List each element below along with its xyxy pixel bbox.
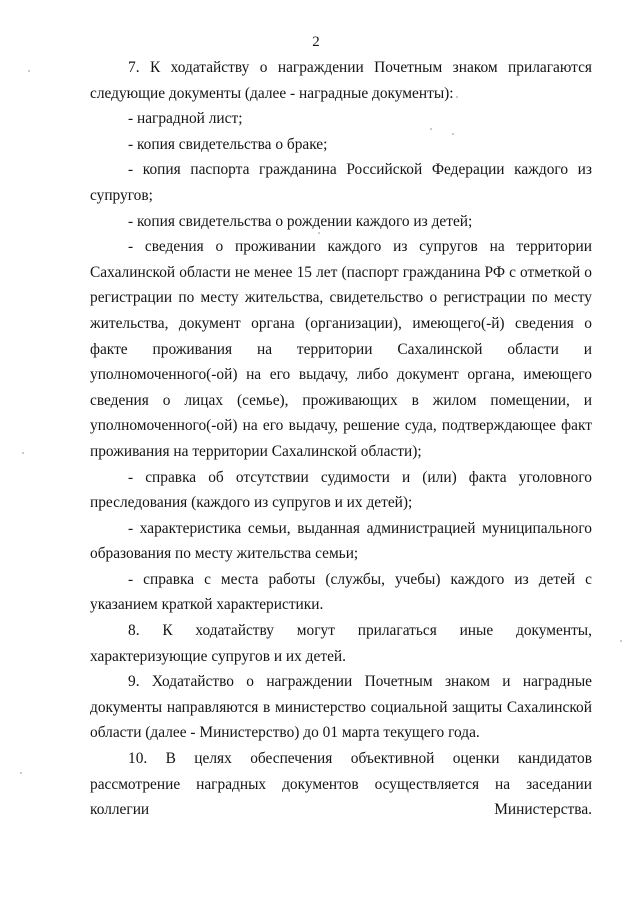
list-item-award-sheet: - наградной лист; — [128, 110, 243, 128]
scan-speck — [22, 452, 24, 454]
list-item-criminal-record: - справка об отсутствии судимости и (или) факта уголовного преследования (каждого из супругов и их детей); — [90, 468, 592, 512]
list-item-birth-certificates: - копия свидетельства о рождении каждого из детей; — [128, 212, 473, 230]
list-item-work-reference: - справка с места работы (службы, учебы) каждого из детей с указанием краткой характеристики. — [90, 570, 592, 614]
list-item-marriage-certificate: - копия свидетельства о браке; — [128, 135, 328, 153]
scan-speck — [452, 133, 454, 135]
paragraph-item-10: 10. В целях обеспечения объективной оценки кандидатов рассмотрение наградных документов осуществляется на заседании коллегии Министерства. — [90, 750, 592, 819]
scan-speck — [620, 640, 622, 642]
scan-speck — [318, 232, 320, 234]
paragraph-item-7: 7. К ходатайству о награждении Почетным знаком прилагаются следующие документы (далее - наградные документы): — [90, 59, 592, 102]
list-item-passport-copy: - копия паспорта гражданина Российской Федерации каждого из супругов; — [90, 161, 592, 204]
page-number: 2 — [312, 34, 320, 50]
list-item-family-reference: - характеристика семьи, выданная администрацией муниципального образования по месту жительства семьи; — [90, 519, 592, 563]
document-body — [90, 55, 592, 823]
scan-speck — [456, 96, 458, 98]
paragraph-item-8: 8. К ходатайству могут прилагаться иные документы, характеризующие супругов и их детей. — [90, 622, 592, 665]
paragraph-item-9: 9. Ходатайство о награждении Почетным знаком и наградные документы направляются в министерство социальной защиты Сахалинской области (далее - Министерство) до 01 марта текущего года. — [90, 673, 592, 742]
scan-speck — [430, 128, 432, 130]
list-item-residence-info: - сведения о проживании каждого из супругов на территории Сахалинской области не менее 15 лет (паспорт гражданина РФ с отметкой о регистрации по месту жительства, свидетельство о регистрации по месту жительства, документ органа (организации), имеющего(-й) сведения о факте проживания на территории Сахалинской области и уполномоченного(-ой) на его выдачу, либо документ органа, имеющего сведения о лицах (семье), проживающих в жилом помещении, и уполномоченного(-ой) на его выдачу, решение суда, подтверждающее факт проживания на территории Сахалинской области); — [90, 238, 592, 460]
scan-speck — [28, 70, 30, 72]
scan-speck — [20, 772, 22, 774]
